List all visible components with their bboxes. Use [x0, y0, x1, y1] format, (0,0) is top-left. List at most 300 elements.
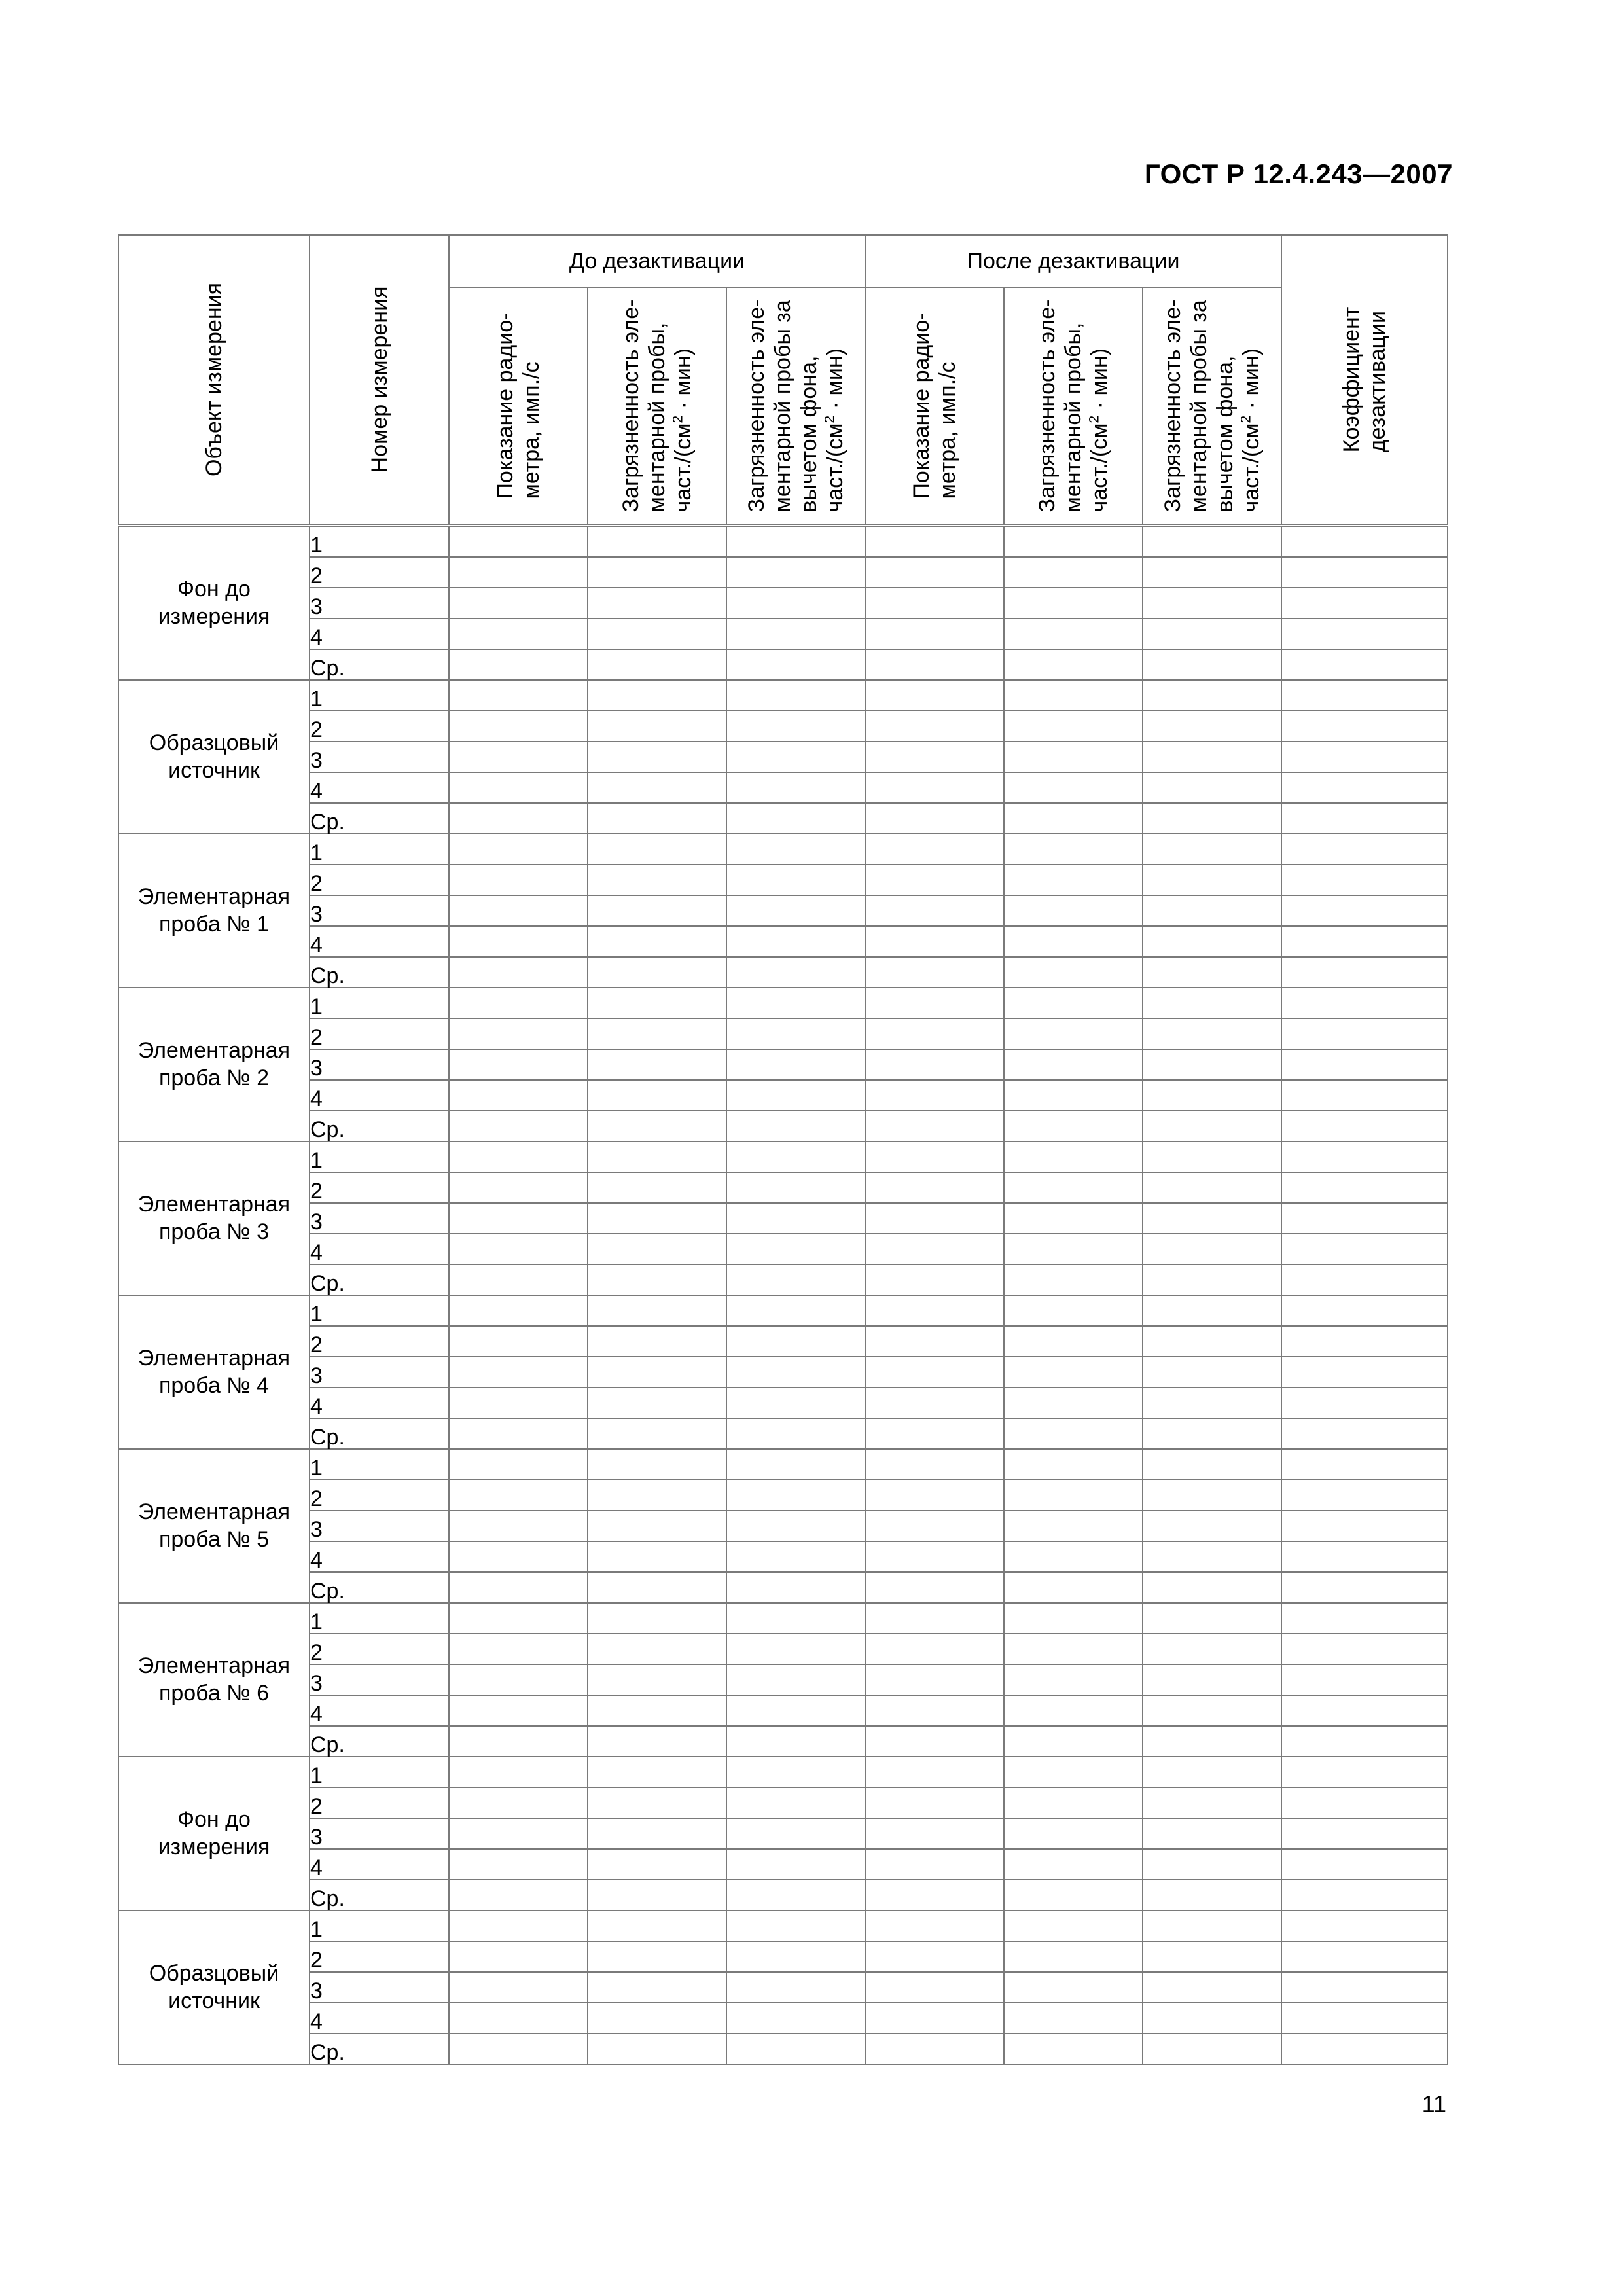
value-cell[interactable]: [1004, 772, 1143, 803]
value-cell[interactable]: [726, 711, 865, 742]
value-cell[interactable]: [1281, 1141, 1448, 1172]
value-cell[interactable]: [1143, 803, 1281, 834]
value-cell[interactable]: [449, 772, 588, 803]
value-cell[interactable]: [1004, 1295, 1143, 1326]
value-cell[interactable]: [865, 1757, 1004, 1787]
value-cell[interactable]: [1143, 1541, 1281, 1572]
value-cell[interactable]: [726, 2034, 865, 2064]
value-cell[interactable]: [1281, 1541, 1448, 1572]
value-cell[interactable]: [1143, 557, 1281, 588]
value-cell[interactable]: [1143, 1418, 1281, 1449]
value-cell[interactable]: [588, 1603, 726, 1634]
value-cell[interactable]: [588, 680, 726, 711]
value-cell[interactable]: [1281, 1511, 1448, 1541]
value-cell[interactable]: [449, 1388, 588, 1418]
value-cell[interactable]: [865, 1634, 1004, 1664]
value-cell[interactable]: [449, 1234, 588, 1265]
value-cell[interactable]: [865, 1541, 1004, 1572]
value-cell[interactable]: [1281, 1080, 1448, 1111]
value-cell[interactable]: [588, 557, 726, 588]
value-cell[interactable]: [1281, 1880, 1448, 1910]
value-cell[interactable]: [726, 1418, 865, 1449]
value-cell[interactable]: [1281, 1172, 1448, 1203]
value-cell[interactable]: [865, 680, 1004, 711]
value-cell[interactable]: [1143, 1295, 1281, 1326]
value-cell[interactable]: [588, 988, 726, 1018]
value-cell[interactable]: [449, 1357, 588, 1388]
value-cell[interactable]: [1281, 1818, 1448, 1849]
value-cell[interactable]: [865, 1572, 1004, 1603]
value-cell[interactable]: [726, 1787, 865, 1818]
value-cell[interactable]: [726, 1357, 865, 1388]
value-cell[interactable]: [1143, 988, 1281, 1018]
value-cell[interactable]: [726, 1080, 865, 1111]
value-cell[interactable]: [1143, 1141, 1281, 1172]
value-cell[interactable]: [726, 1634, 865, 1664]
value-cell[interactable]: [449, 865, 588, 895]
value-cell[interactable]: [1281, 1941, 1448, 1972]
value-cell[interactable]: [1143, 1357, 1281, 1388]
value-cell[interactable]: [449, 1080, 588, 1111]
value-cell[interactable]: [1004, 1265, 1143, 1295]
value-cell[interactable]: [1281, 1849, 1448, 1880]
value-cell[interactable]: [1143, 1572, 1281, 1603]
value-cell[interactable]: [588, 865, 726, 895]
value-cell[interactable]: [1143, 895, 1281, 926]
value-cell[interactable]: [588, 834, 726, 865]
value-cell[interactable]: [865, 619, 1004, 649]
value-cell[interactable]: [865, 988, 1004, 1018]
value-cell[interactable]: [1004, 1418, 1143, 1449]
value-cell[interactable]: [588, 1480, 726, 1511]
value-cell[interactable]: [588, 1511, 726, 1541]
value-cell[interactable]: [588, 1787, 726, 1818]
value-cell[interactable]: [726, 1234, 865, 1265]
value-cell[interactable]: [865, 649, 1004, 680]
value-cell[interactable]: [865, 957, 1004, 988]
value-cell[interactable]: [588, 1388, 726, 1418]
value-cell[interactable]: [865, 2034, 1004, 2064]
value-cell[interactable]: [865, 1326, 1004, 1357]
value-cell[interactable]: [1004, 957, 1143, 988]
value-cell[interactable]: [1004, 1049, 1143, 1080]
value-cell[interactable]: [1143, 1726, 1281, 1757]
value-cell[interactable]: [726, 1695, 865, 1726]
value-cell[interactable]: [1143, 1695, 1281, 1726]
value-cell[interactable]: [1004, 1634, 1143, 1664]
value-cell[interactable]: [1004, 1941, 1143, 1972]
value-cell[interactable]: [588, 1141, 726, 1172]
value-cell[interactable]: [1004, 711, 1143, 742]
value-cell[interactable]: [726, 988, 865, 1018]
value-cell[interactable]: [1281, 1295, 1448, 1326]
value-cell[interactable]: [865, 772, 1004, 803]
value-cell[interactable]: [449, 1203, 588, 1234]
value-cell[interactable]: [1004, 865, 1143, 895]
value-cell[interactable]: [865, 1941, 1004, 1972]
value-cell[interactable]: [726, 1726, 865, 1757]
value-cell[interactable]: [449, 1572, 588, 1603]
value-cell[interactable]: [588, 1449, 726, 1480]
value-cell[interactable]: [588, 1111, 726, 1141]
value-cell[interactable]: [1004, 1111, 1143, 1141]
value-cell[interactable]: [588, 1941, 726, 1972]
value-cell[interactable]: [726, 1203, 865, 1234]
value-cell[interactable]: [865, 865, 1004, 895]
value-cell[interactable]: [865, 1910, 1004, 1941]
value-cell[interactable]: [588, 2003, 726, 2034]
value-cell[interactable]: [449, 1141, 588, 1172]
value-cell[interactable]: [1004, 649, 1143, 680]
value-cell[interactable]: [1143, 865, 1281, 895]
value-cell[interactable]: [1143, 742, 1281, 772]
value-cell[interactable]: [726, 649, 865, 680]
value-cell[interactable]: [726, 772, 865, 803]
value-cell[interactable]: [726, 588, 865, 619]
value-cell[interactable]: [1004, 895, 1143, 926]
value-cell[interactable]: [1281, 1326, 1448, 1357]
value-cell[interactable]: [588, 1910, 726, 1941]
value-cell[interactable]: [1004, 1172, 1143, 1203]
value-cell[interactable]: [726, 1049, 865, 1080]
value-cell[interactable]: [1004, 2003, 1143, 2034]
value-cell[interactable]: [588, 588, 726, 619]
value-cell[interactable]: [1281, 926, 1448, 957]
value-cell[interactable]: [726, 1664, 865, 1695]
value-cell[interactable]: [588, 1972, 726, 2003]
value-cell[interactable]: [1281, 834, 1448, 865]
value-cell[interactable]: [1281, 2003, 1448, 2034]
value-cell[interactable]: [588, 1880, 726, 1910]
value-cell[interactable]: [1004, 988, 1143, 1018]
value-cell[interactable]: [1281, 1265, 1448, 1295]
value-cell[interactable]: [865, 1972, 1004, 2003]
value-cell[interactable]: [865, 1018, 1004, 1049]
value-cell[interactable]: [1143, 1018, 1281, 1049]
value-cell[interactable]: [726, 1265, 865, 1295]
value-cell[interactable]: [588, 1295, 726, 1326]
value-cell[interactable]: [449, 1787, 588, 1818]
value-cell[interactable]: [726, 1111, 865, 1141]
value-cell[interactable]: [1143, 1972, 1281, 2003]
value-cell[interactable]: [1143, 1511, 1281, 1541]
value-cell[interactable]: [1281, 1111, 1448, 1141]
value-cell[interactable]: [1004, 803, 1143, 834]
value-cell[interactable]: [1281, 803, 1448, 834]
value-cell[interactable]: [865, 834, 1004, 865]
value-cell[interactable]: [1281, 1910, 1448, 1941]
value-cell[interactable]: [1004, 1572, 1143, 1603]
value-cell[interactable]: [726, 957, 865, 988]
value-cell[interactable]: [1004, 1787, 1143, 1818]
value-cell[interactable]: [449, 803, 588, 834]
value-cell[interactable]: [1004, 1726, 1143, 1757]
value-cell[interactable]: [726, 619, 865, 649]
value-cell[interactable]: [726, 1603, 865, 1634]
value-cell[interactable]: [1004, 2034, 1143, 2064]
value-cell[interactable]: [1143, 1080, 1281, 1111]
value-cell[interactable]: [449, 711, 588, 742]
value-cell[interactable]: [1281, 711, 1448, 742]
value-cell[interactable]: [1281, 895, 1448, 926]
value-cell[interactable]: [1004, 1757, 1143, 1787]
value-cell[interactable]: [1004, 1511, 1143, 1541]
value-cell[interactable]: [1143, 1941, 1281, 1972]
value-cell[interactable]: [1004, 926, 1143, 957]
value-cell[interactable]: [588, 1695, 726, 1726]
value-cell[interactable]: [1281, 619, 1448, 649]
value-cell[interactable]: [865, 1849, 1004, 1880]
value-cell[interactable]: [726, 1941, 865, 1972]
value-cell[interactable]: [1004, 1480, 1143, 1511]
value-cell[interactable]: [1143, 1757, 1281, 1787]
value-cell[interactable]: [865, 2003, 1004, 2034]
value-cell[interactable]: [449, 1972, 588, 2003]
value-cell[interactable]: [449, 957, 588, 988]
value-cell[interactable]: [726, 526, 865, 558]
value-cell[interactable]: [726, 1172, 865, 1203]
value-cell[interactable]: [1281, 957, 1448, 988]
value-cell[interactable]: [1281, 1757, 1448, 1787]
value-cell[interactable]: [1143, 1049, 1281, 1080]
value-cell[interactable]: [449, 926, 588, 957]
value-cell[interactable]: [449, 649, 588, 680]
value-cell[interactable]: [865, 588, 1004, 619]
value-cell[interactable]: [588, 1726, 726, 1757]
value-cell[interactable]: [1143, 1172, 1281, 1203]
value-cell[interactable]: [726, 895, 865, 926]
value-cell[interactable]: [865, 803, 1004, 834]
value-cell[interactable]: [1281, 1972, 1448, 2003]
value-cell[interactable]: [449, 1726, 588, 1757]
value-cell[interactable]: [1281, 1603, 1448, 1634]
value-cell[interactable]: [1143, 1111, 1281, 1141]
value-cell[interactable]: [449, 834, 588, 865]
value-cell[interactable]: [588, 742, 726, 772]
value-cell[interactable]: [1004, 619, 1143, 649]
value-cell[interactable]: [1143, 1480, 1281, 1511]
value-cell[interactable]: [726, 865, 865, 895]
value-cell[interactable]: [1004, 1080, 1143, 1111]
value-cell[interactable]: [865, 526, 1004, 558]
value-cell[interactable]: [1143, 1910, 1281, 1941]
value-cell[interactable]: [588, 1818, 726, 1849]
value-cell[interactable]: [449, 619, 588, 649]
value-cell[interactable]: [449, 1418, 588, 1449]
value-cell[interactable]: [449, 742, 588, 772]
value-cell[interactable]: [449, 1172, 588, 1203]
value-cell[interactable]: [449, 588, 588, 619]
value-cell[interactable]: [588, 1572, 726, 1603]
value-cell[interactable]: [1004, 1664, 1143, 1695]
value-cell[interactable]: [588, 1757, 726, 1787]
value-cell[interactable]: [1281, 1634, 1448, 1664]
value-cell[interactable]: [726, 742, 865, 772]
value-cell[interactable]: [1143, 957, 1281, 988]
value-cell[interactable]: [1004, 1203, 1143, 1234]
value-cell[interactable]: [1143, 1818, 1281, 1849]
value-cell[interactable]: [1281, 1664, 1448, 1695]
value-cell[interactable]: [1004, 1357, 1143, 1388]
value-cell[interactable]: [726, 1141, 865, 1172]
value-cell[interactable]: [726, 557, 865, 588]
value-cell[interactable]: [865, 1388, 1004, 1418]
value-cell[interactable]: [726, 1449, 865, 1480]
value-cell[interactable]: [865, 1080, 1004, 1111]
value-cell[interactable]: [1281, 1357, 1448, 1388]
value-cell[interactable]: [726, 680, 865, 711]
value-cell[interactable]: [588, 1080, 726, 1111]
value-cell[interactable]: [449, 1910, 588, 1941]
value-cell[interactable]: [588, 649, 726, 680]
value-cell[interactable]: [449, 1111, 588, 1141]
value-cell[interactable]: [865, 1418, 1004, 1449]
value-cell[interactable]: [588, 1049, 726, 1080]
value-cell[interactable]: [449, 557, 588, 588]
value-cell[interactable]: [588, 1203, 726, 1234]
value-cell[interactable]: [1143, 1787, 1281, 1818]
value-cell[interactable]: [1004, 680, 1143, 711]
value-cell[interactable]: [1143, 926, 1281, 957]
value-cell[interactable]: [449, 2003, 588, 2034]
value-cell[interactable]: [726, 1849, 865, 1880]
value-cell[interactable]: [449, 1880, 588, 1910]
value-cell[interactable]: [726, 834, 865, 865]
value-cell[interactable]: [449, 988, 588, 1018]
value-cell[interactable]: [865, 557, 1004, 588]
value-cell[interactable]: [1281, 2034, 1448, 2064]
value-cell[interactable]: [1143, 588, 1281, 619]
value-cell[interactable]: [449, 1634, 588, 1664]
value-cell[interactable]: [1281, 988, 1448, 1018]
value-cell[interactable]: [865, 1511, 1004, 1541]
value-cell[interactable]: [1281, 588, 1448, 619]
value-cell[interactable]: [449, 1326, 588, 1357]
value-cell[interactable]: [588, 1357, 726, 1388]
value-cell[interactable]: [1143, 1664, 1281, 1695]
value-cell[interactable]: [726, 1910, 865, 1941]
value-cell[interactable]: [1004, 1910, 1143, 1941]
value-cell[interactable]: [1143, 1849, 1281, 1880]
value-cell[interactable]: [449, 1511, 588, 1541]
value-cell[interactable]: [449, 1849, 588, 1880]
value-cell[interactable]: [865, 1880, 1004, 1910]
value-cell[interactable]: [1281, 1418, 1448, 1449]
value-cell[interactable]: [1143, 2034, 1281, 2064]
value-cell[interactable]: [865, 1141, 1004, 1172]
value-cell[interactable]: [1281, 1018, 1448, 1049]
value-cell[interactable]: [1281, 1726, 1448, 1757]
value-cell[interactable]: [588, 926, 726, 957]
value-cell[interactable]: [1143, 2003, 1281, 2034]
value-cell[interactable]: [588, 1172, 726, 1203]
value-cell[interactable]: [1143, 1326, 1281, 1357]
value-cell[interactable]: [1281, 772, 1448, 803]
value-cell[interactable]: [449, 1449, 588, 1480]
value-cell[interactable]: [1143, 1880, 1281, 1910]
value-cell[interactable]: [449, 526, 588, 558]
value-cell[interactable]: [726, 1388, 865, 1418]
value-cell[interactable]: [726, 803, 865, 834]
value-cell[interactable]: [1004, 1234, 1143, 1265]
value-cell[interactable]: [449, 1018, 588, 1049]
value-cell[interactable]: [588, 526, 726, 558]
value-cell[interactable]: [726, 1880, 865, 1910]
value-cell[interactable]: [1004, 1018, 1143, 1049]
value-cell[interactable]: [449, 1695, 588, 1726]
value-cell[interactable]: [726, 2003, 865, 2034]
value-cell[interactable]: [1004, 1880, 1143, 1910]
value-cell[interactable]: [865, 1049, 1004, 1080]
value-cell[interactable]: [865, 1787, 1004, 1818]
value-cell[interactable]: [1004, 1972, 1143, 2003]
value-cell[interactable]: [588, 772, 726, 803]
value-cell[interactable]: [726, 926, 865, 957]
value-cell[interactable]: [726, 1326, 865, 1357]
value-cell[interactable]: [449, 1049, 588, 1080]
value-cell[interactable]: [865, 1664, 1004, 1695]
value-cell[interactable]: [1004, 1326, 1143, 1357]
value-cell[interactable]: [726, 1972, 865, 2003]
value-cell[interactable]: [865, 1265, 1004, 1295]
value-cell[interactable]: [449, 1265, 588, 1295]
value-cell[interactable]: [865, 1357, 1004, 1388]
value-cell[interactable]: [1004, 1449, 1143, 1480]
value-cell[interactable]: [865, 1234, 1004, 1265]
value-cell[interactable]: [1004, 1695, 1143, 1726]
value-cell[interactable]: [865, 1295, 1004, 1326]
value-cell[interactable]: [449, 1480, 588, 1511]
value-cell[interactable]: [1281, 1787, 1448, 1818]
value-cell[interactable]: [1281, 1695, 1448, 1726]
value-cell[interactable]: [1004, 1541, 1143, 1572]
value-cell[interactable]: [865, 1818, 1004, 1849]
value-cell[interactable]: [449, 1603, 588, 1634]
value-cell[interactable]: [1004, 742, 1143, 772]
value-cell[interactable]: [1143, 772, 1281, 803]
value-cell[interactable]: [449, 1295, 588, 1326]
value-cell[interactable]: [726, 1018, 865, 1049]
value-cell[interactable]: [865, 1203, 1004, 1234]
value-cell[interactable]: [1143, 1265, 1281, 1295]
value-cell[interactable]: [865, 895, 1004, 926]
value-cell[interactable]: [1143, 834, 1281, 865]
value-cell[interactable]: [588, 957, 726, 988]
value-cell[interactable]: [1281, 1480, 1448, 1511]
value-cell[interactable]: [588, 711, 726, 742]
value-cell[interactable]: [1143, 1634, 1281, 1664]
value-cell[interactable]: [1004, 834, 1143, 865]
value-cell[interactable]: [588, 1265, 726, 1295]
value-cell[interactable]: [1281, 649, 1448, 680]
value-cell[interactable]: [1143, 1388, 1281, 1418]
value-cell[interactable]: [1281, 1449, 1448, 1480]
value-cell[interactable]: [449, 2034, 588, 2064]
value-cell[interactable]: [588, 2034, 726, 2064]
value-cell[interactable]: [588, 895, 726, 926]
value-cell[interactable]: [1004, 1141, 1143, 1172]
value-cell[interactable]: [865, 1172, 1004, 1203]
value-cell[interactable]: [588, 1634, 726, 1664]
value-cell[interactable]: [726, 1480, 865, 1511]
value-cell[interactable]: [865, 1480, 1004, 1511]
value-cell[interactable]: [726, 1295, 865, 1326]
value-cell[interactable]: [865, 1449, 1004, 1480]
value-cell[interactable]: [588, 803, 726, 834]
value-cell[interactable]: [1143, 619, 1281, 649]
value-cell[interactable]: [1004, 557, 1143, 588]
value-cell[interactable]: [1281, 1572, 1448, 1603]
